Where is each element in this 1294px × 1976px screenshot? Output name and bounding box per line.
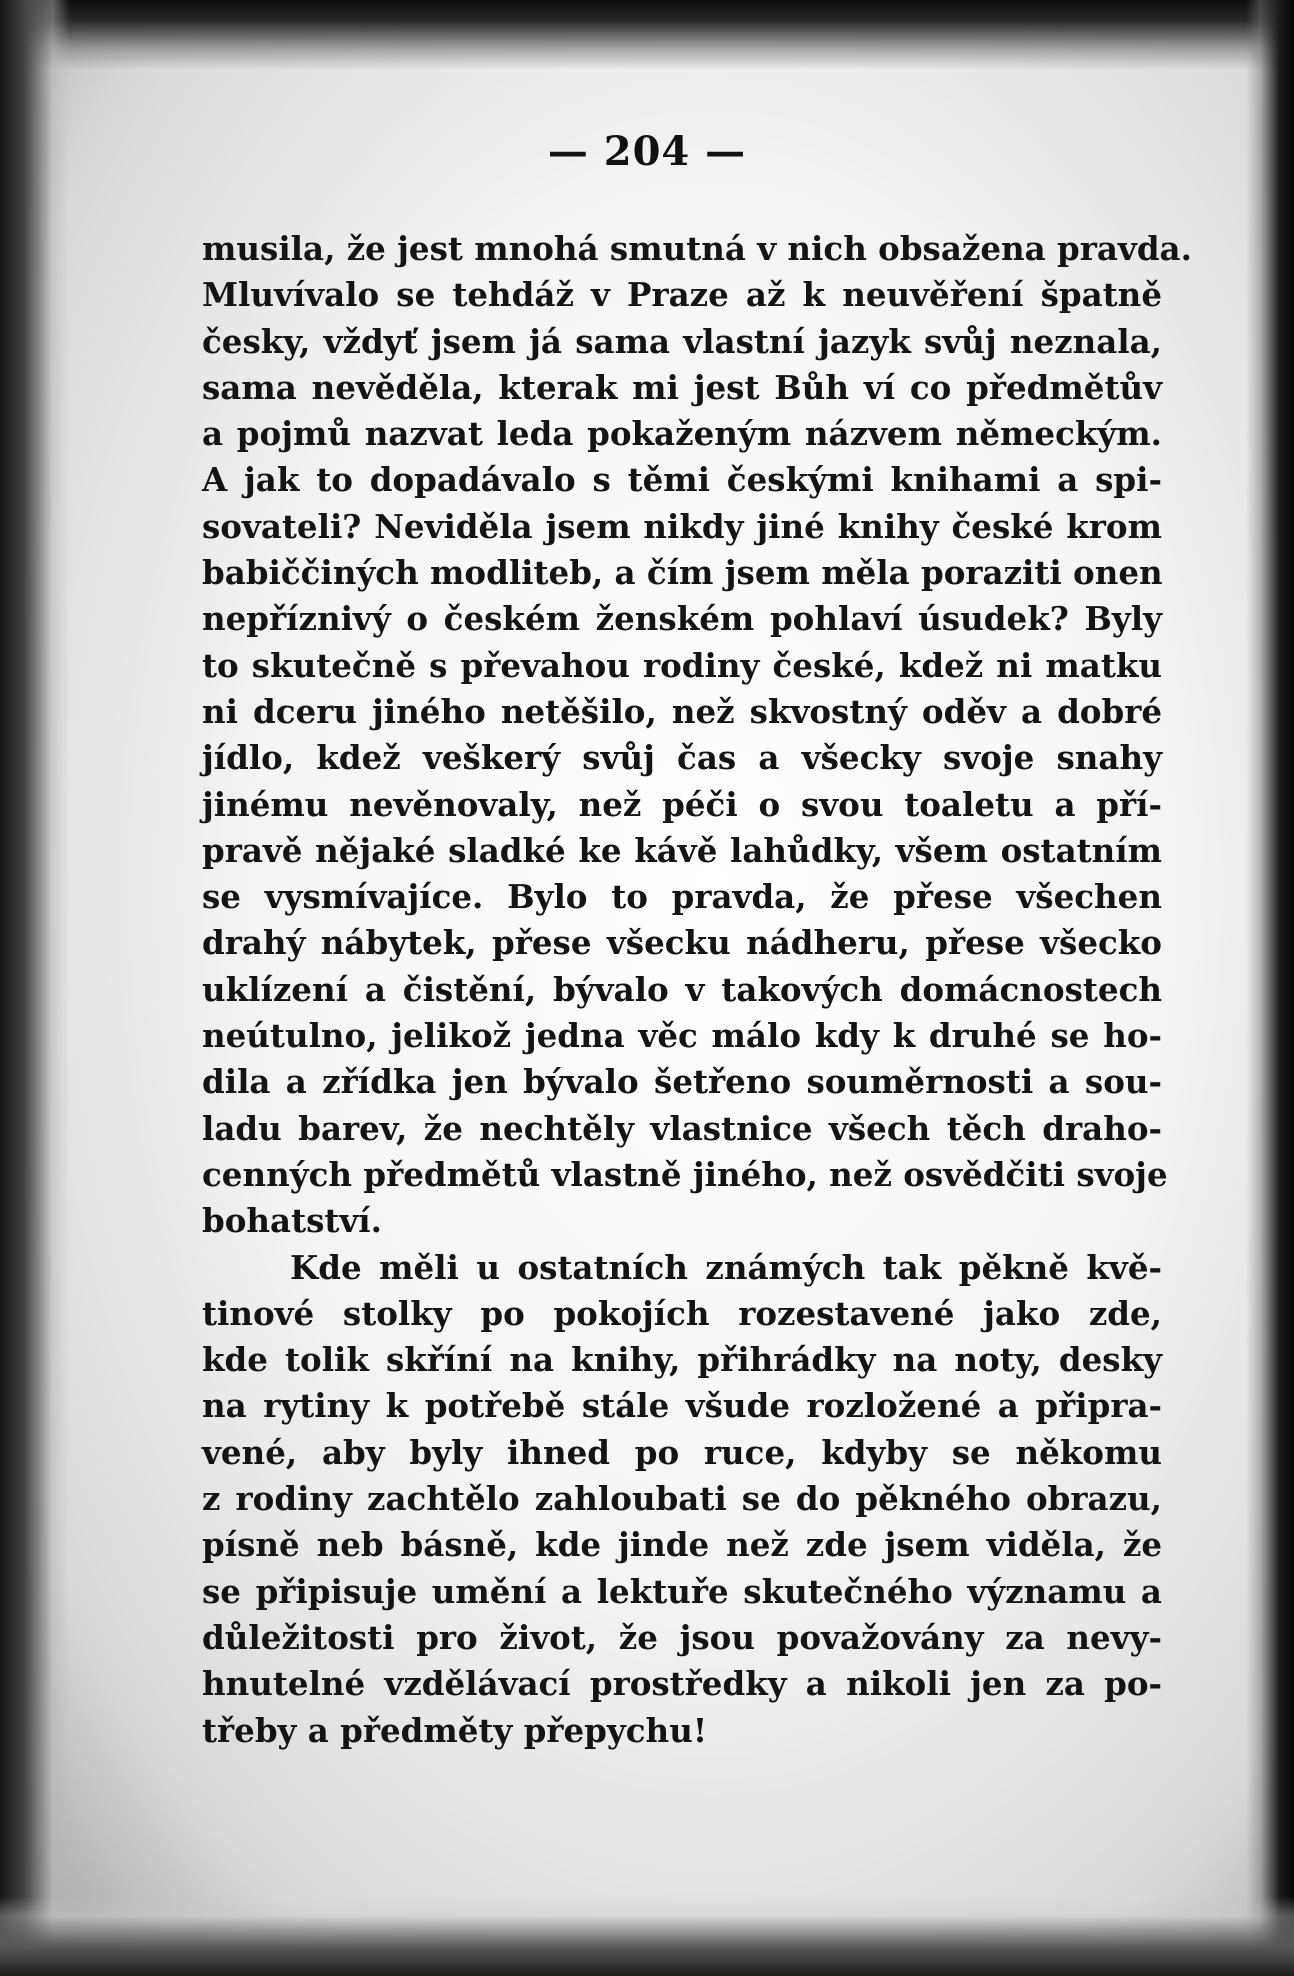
text-line: Kde měli u ostatních známých tak pěkně kvě- (290, 1247, 1162, 1287)
text-line: neútulno, jelikož jedna věc málo kdy k druhé se ho- (202, 1016, 1162, 1056)
text-line: to skutečně s převahou rodiny české, kdež ni matku (202, 645, 1162, 685)
scan-shadow-bottom (0, 1896, 1294, 1976)
text-line: musila, že jest mnohá smutná v nich obsažena pravda. (202, 229, 1192, 268)
text-line: jídlo, kdež veškerý svůj čas a všecky svoje snahy (202, 738, 1162, 778)
scan-shadow-top (0, 0, 1294, 70)
text-line: třeby a předměty přepychu! (202, 1710, 708, 1750)
text-line: cenných předmětů vlastně jiného, než osvědčiti svoje (202, 1154, 1168, 1194)
text-line: písně neb básně, kde jinde než zde jsem viděla, že (202, 1525, 1162, 1565)
text-line: uklízení a čistění, bývalo v takových domácnostech (202, 969, 1162, 1009)
text-line: ladu barev, že nechtěly vlastnice všech těch draho- (202, 1108, 1162, 1148)
scan-shadow-left (0, 0, 70, 1976)
text-line: babiččiných modliteb, a čím jsem měla poraziti onen (202, 553, 1163, 593)
text-line: dila a zřídka jen bývalo šetřeno souměrnosti a sou- (202, 1062, 1162, 1102)
paragraph-2 (202, 1245, 1162, 1754)
text-line: tinové stolky po pokojích rozestavené jako zde, (202, 1293, 1162, 1333)
page-number: — 204 — (547, 128, 747, 175)
text-line: bohatství. (202, 1201, 382, 1241)
text-line: se připisuje umění a lektuře skutečného významu a (202, 1571, 1162, 1611)
text-line: na rytiny k potřebě stále všude rozložené a připra- (202, 1386, 1162, 1426)
text-line: kde tolik skříní na knihy, přihrádky na noty, desky (202, 1340, 1162, 1380)
text-line: jinému nevěnovaly, než péči o svou toaletu a pří- (202, 784, 1162, 824)
text-line: pravě nějaké sladké ke kávě lahůdky, všem ostatním (202, 830, 1162, 870)
text-line: A jak to dopadávalo s těmi českými knihami a spi- (202, 460, 1162, 500)
text-line: sovateli? Neviděla jsem nikdy jiné knihy české krom (202, 506, 1162, 546)
scan-shadow-right (1246, 0, 1294, 1976)
text-line: Mluvívalo se tehdáž v Praze až k neuvěření špatně (202, 275, 1162, 315)
text-line: vené, aby byly ihned po ruce, kdyby se někomu (202, 1432, 1162, 1472)
text-line: nepříznivý o českém ženském pohlaví úsudek? Byly (202, 599, 1162, 639)
text-line: důležitosti pro život, že jsou považovány za nevy- (202, 1617, 1162, 1657)
paragraph-1 (202, 226, 1192, 1245)
text-line: česky, vždyť jsem já sama vlastní jazyk svůj neznala, (202, 321, 1162, 361)
text-line: drahý nábytek, přese všecku nádheru, přese všecko (202, 923, 1162, 963)
text-line: ni dceru jiného netěšilo, než skvostný oděv a dobré (202, 691, 1162, 731)
text-line: z rodiny zachtělo zahloubati se do pěkného obrazu, (202, 1479, 1162, 1519)
text-line: sama nevěděla, kterak mi jest Bůh ví co předmětův (202, 367, 1162, 407)
text-line: se vysmívajíce. Bylo to pravda, že přese všechen (202, 877, 1162, 917)
body-text (202, 226, 1192, 1754)
text-line: a pojmů nazvat leda pokaženým názvem německým. (202, 414, 1162, 454)
text-line: hnutelné vzdělávací prostředky a nikoli jen za po- (202, 1664, 1162, 1704)
